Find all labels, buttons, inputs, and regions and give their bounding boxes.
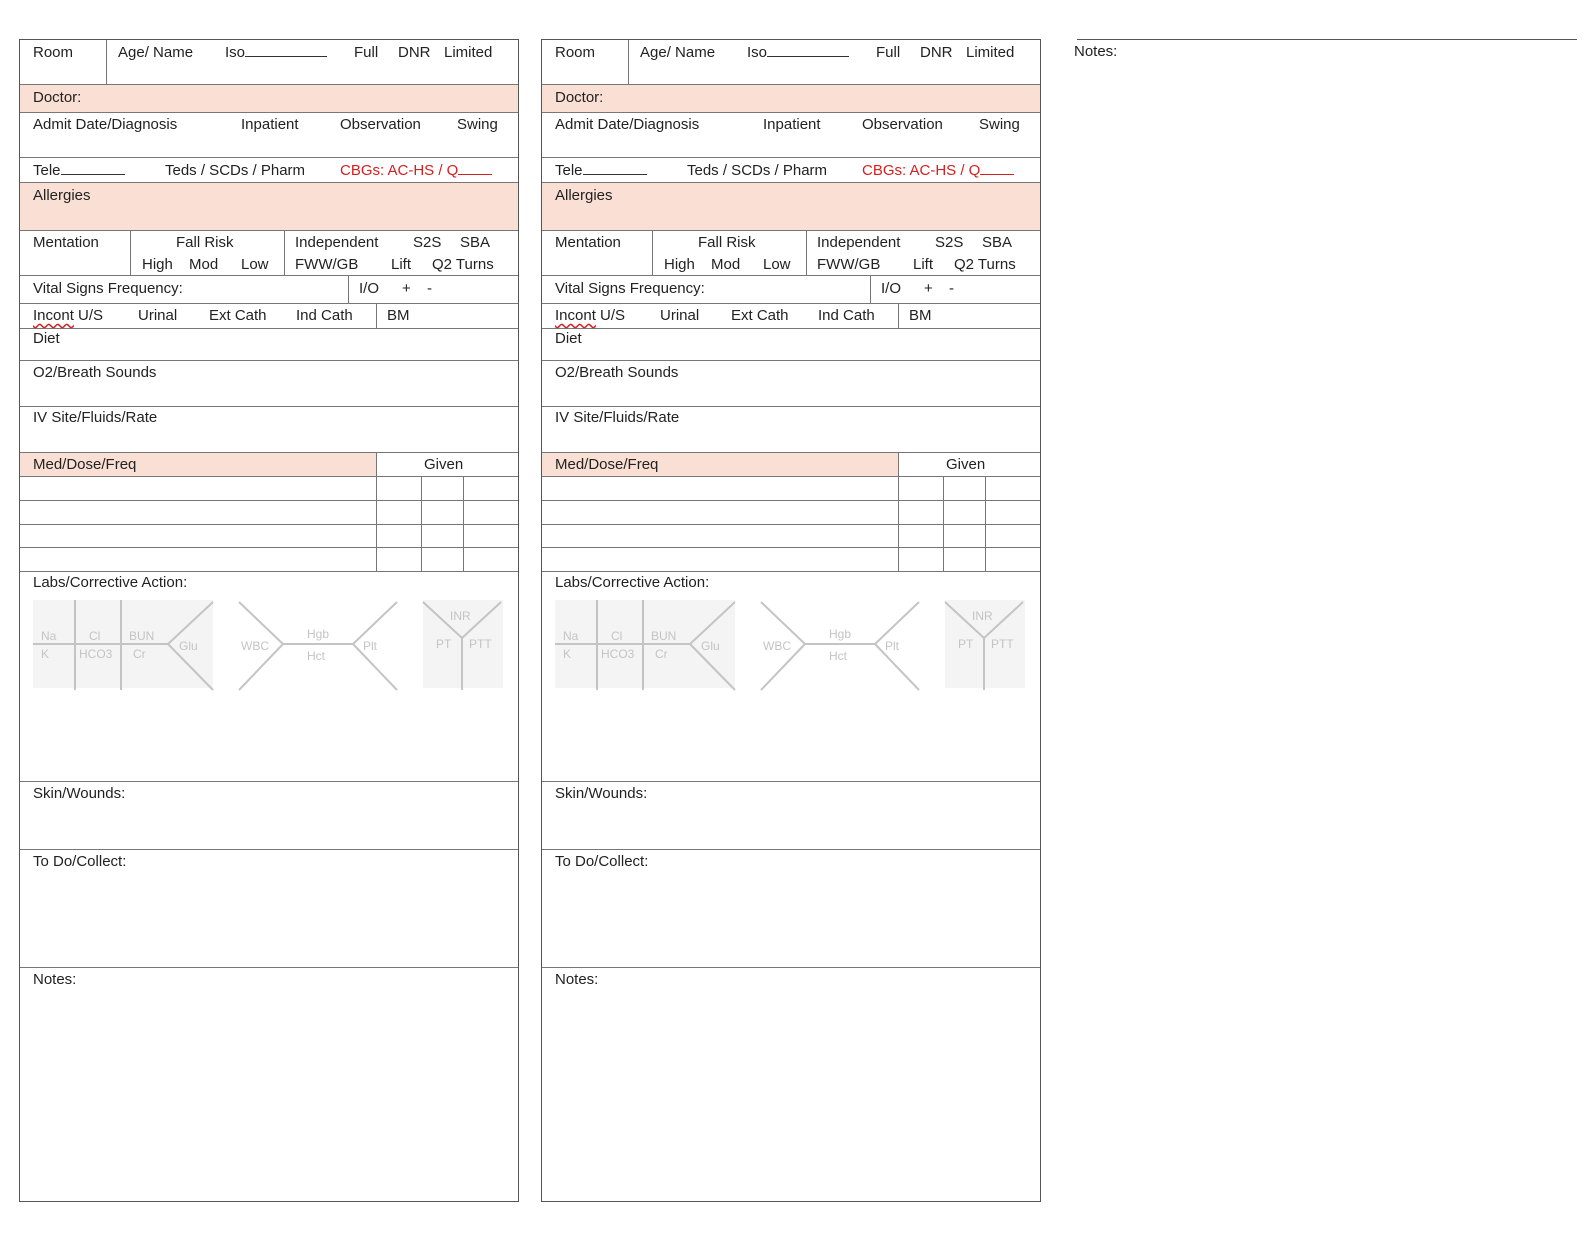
code-dnr-option[interactable]: DNR: [398, 44, 431, 61]
admit-row: [20, 113, 518, 158]
code-full-option[interactable]: Full: [876, 44, 901, 61]
mentation-row: [542, 231, 1040, 276]
lab-ptt: PTT: [469, 637, 492, 651]
observation-option[interactable]: Observation: [340, 116, 421, 133]
room-label: Room: [555, 44, 596, 61]
fall-low-option[interactable]: Low: [763, 256, 791, 273]
allergies-row[interactable]: [542, 183, 1040, 231]
admit-label: Admit Date/Diagnosis: [33, 116, 178, 133]
lab-glu: Glu: [701, 639, 720, 653]
mentation-row: [20, 231, 518, 276]
iv-label: IV Site/Fluids/Rate: [555, 409, 680, 426]
side-notes-area[interactable]: [1074, 39, 1577, 60]
diet-label: Diet: [33, 330, 60, 347]
iso-field[interactable]: Iso: [225, 44, 327, 62]
fall-high-option[interactable]: High: [142, 256, 173, 273]
ind-cath-option[interactable]: Ind Cath: [296, 307, 353, 324]
notes-row[interactable]: [542, 968, 1040, 1201]
lab-k: K: [563, 647, 572, 661]
cbgs-field[interactable]: CBGs: AC-HS / Q: [340, 162, 492, 180]
todo-row[interactable]: [542, 850, 1040, 968]
swing-option[interactable]: Swing: [457, 116, 498, 133]
lab-k: K: [41, 647, 50, 661]
fall-mod-option[interactable]: Mod: [189, 256, 219, 273]
doctor-label: Doctor:: [33, 89, 82, 106]
fall-risk-label: Fall Risk: [176, 234, 234, 251]
doctor-row[interactable]: [542, 85, 1040, 113]
inpatient-option[interactable]: Inpatient: [763, 116, 821, 133]
lab-ptt: PTT: [991, 637, 1014, 651]
labs-label: Labs/Corrective Action:: [33, 574, 188, 591]
iv-row[interactable]: [542, 407, 1040, 453]
lab-wbc: WBC: [763, 639, 791, 653]
allergies-label: Allergies: [33, 187, 91, 204]
given-label: Given: [424, 456, 464, 473]
notes-label: Notes:: [555, 971, 599, 988]
lab-hco3: HCO3: [601, 647, 635, 661]
labs-label: Labs/Corrective Action:: [555, 574, 710, 591]
iv-row[interactable]: [20, 407, 518, 453]
allergies-label: Allergies: [555, 187, 613, 204]
swing-option[interactable]: Swing: [979, 116, 1020, 133]
urinal-option[interactable]: Urinal: [660, 307, 700, 324]
doctor-label: Doctor:: [555, 89, 604, 106]
lab-hct: Hct: [307, 649, 325, 663]
ind-cath-option[interactable]: Ind Cath: [818, 307, 875, 324]
med-label: Med/Dose/Freq: [33, 456, 137, 473]
lab-bun: BUN: [129, 629, 155, 643]
labs-row[interactable]: [542, 572, 1040, 782]
allergies-row[interactable]: [20, 183, 518, 231]
todo-row[interactable]: [20, 850, 518, 968]
lab-wbc: WBC: [241, 639, 269, 653]
todo-label: To Do/Collect:: [33, 853, 127, 870]
skin-row[interactable]: [20, 782, 518, 850]
med-row[interactable]: [20, 548, 518, 572]
code-limited-option[interactable]: Limited: [444, 44, 493, 61]
vitals-row: [20, 276, 518, 304]
lab-glu: Glu: [179, 639, 198, 653]
observation-option[interactable]: Observation: [862, 116, 943, 133]
admit-label: Admit Date/Diagnosis: [555, 116, 700, 133]
incont-option[interactable]: Incont U/S: [33, 307, 104, 324]
med-row[interactable]: [542, 548, 1040, 572]
age-name-label: Age/ Name: [118, 44, 194, 61]
inpatient-option[interactable]: Inpatient: [241, 116, 299, 133]
tele-row: [20, 158, 518, 183]
incont-option[interactable]: Incont U/S: [555, 307, 626, 324]
header-row: [20, 40, 518, 85]
report-sheet: [19, 39, 519, 1202]
fall-high-option[interactable]: High: [664, 256, 695, 273]
diet-row[interactable]: [542, 329, 1040, 361]
med-header-row: [20, 453, 518, 477]
teds-label: Teds / SCDs / Pharm: [687, 162, 828, 179]
diet-label: Diet: [555, 330, 582, 347]
med-row[interactable]: [20, 525, 518, 548]
incont-row: [542, 304, 1040, 329]
skin-row[interactable]: [542, 782, 1040, 850]
io-plus-option[interactable]: +: [924, 280, 933, 297]
ext-cath-option[interactable]: Ext Cath: [731, 307, 789, 324]
o2-row[interactable]: [20, 361, 518, 407]
med-row[interactable]: [20, 501, 518, 525]
lab-na: Na: [41, 629, 57, 643]
admit-row: [542, 113, 1040, 158]
lab-plt: Plt: [363, 639, 378, 653]
tele-field[interactable]: Tele: [33, 162, 125, 180]
lab-cl: Cl: [89, 629, 101, 643]
lab-hco3: HCO3: [79, 647, 113, 661]
io-label: I/O: [881, 280, 902, 297]
lab-na: Na: [563, 629, 579, 643]
mentation-label: Mentation: [33, 234, 99, 251]
skin-label: Skin/Wounds:: [33, 785, 126, 802]
lab-cl: Cl: [611, 629, 623, 643]
lab-fishbone-diagrams: [555, 598, 1025, 693]
q2turns-option[interactable]: Q2 Turns: [954, 256, 1016, 273]
lab-pt: PT: [958, 637, 974, 651]
header-row: [542, 40, 1040, 85]
vitals-label: Vital Signs Frequency:: [33, 280, 183, 297]
notes-row[interactable]: [20, 968, 518, 1201]
mentation-label: Mentation: [555, 234, 621, 251]
ext-cath-option[interactable]: Ext Cath: [209, 307, 267, 324]
med-row[interactable]: [542, 501, 1040, 525]
urinal-option[interactable]: Urinal: [138, 307, 178, 324]
notes-label: Notes:: [33, 971, 77, 988]
report-sheet: [541, 39, 1041, 1202]
iso-field[interactable]: Iso: [747, 44, 849, 62]
teds-label: Teds / SCDs / Pharm: [165, 162, 306, 179]
med-header-row: [542, 453, 1040, 477]
bm-label: BM: [387, 307, 410, 324]
lab-cr: Cr: [133, 647, 146, 661]
lab-cr: Cr: [655, 647, 668, 661]
tele-row: [542, 158, 1040, 183]
independent-option[interactable]: Independent: [817, 234, 901, 251]
incont-row: [20, 304, 518, 329]
lab-hgb: Hgb: [829, 627, 852, 641]
independent-option[interactable]: Independent: [295, 234, 379, 251]
lab-bun: BUN: [651, 629, 677, 643]
med-label: Med/Dose/Freq: [555, 456, 659, 473]
q2turns-option[interactable]: Q2 Turns: [432, 256, 494, 273]
lift-option[interactable]: Lift: [913, 256, 934, 273]
sba-option[interactable]: SBA: [460, 234, 491, 251]
io-plus-option[interactable]: +: [402, 280, 411, 297]
skin-label: Skin/Wounds:: [555, 785, 648, 802]
med-row[interactable]: [20, 477, 518, 501]
io-minus-option[interactable]: -: [427, 280, 432, 297]
lab-plt: Plt: [885, 639, 900, 653]
lab-pt: PT: [436, 637, 452, 651]
vitals-row: [542, 276, 1040, 304]
tele-field[interactable]: Tele: [555, 162, 647, 180]
o2-label: O2/Breath Sounds: [555, 364, 679, 381]
doctor-row[interactable]: [20, 85, 518, 113]
lab-hct: Hct: [829, 649, 847, 663]
fall-low-option[interactable]: Low: [241, 256, 269, 273]
code-full-option[interactable]: Full: [354, 44, 379, 61]
lab-inr: INR: [450, 609, 471, 623]
lab-hgb: Hgb: [307, 627, 330, 641]
lift-option[interactable]: Lift: [391, 256, 412, 273]
iv-label: IV Site/Fluids/Rate: [33, 409, 158, 426]
code-limited-option[interactable]: Limited: [966, 44, 1015, 61]
med-row[interactable]: [542, 477, 1040, 501]
med-row[interactable]: [542, 525, 1040, 548]
given-label: Given: [946, 456, 986, 473]
o2-label: O2/Breath Sounds: [33, 364, 157, 381]
code-dnr-option[interactable]: DNR: [920, 44, 953, 61]
labs-row[interactable]: [20, 572, 518, 782]
fww-option[interactable]: FWW/GB: [817, 256, 881, 273]
side-notes-label: Notes:: [1074, 43, 1118, 60]
s2s-option[interactable]: S2S: [413, 234, 442, 251]
bm-label: BM: [909, 307, 932, 324]
todo-label: To Do/Collect:: [555, 853, 649, 870]
io-minus-option[interactable]: -: [949, 280, 954, 297]
cbgs-field[interactable]: CBGs: AC-HS / Q: [862, 162, 1014, 180]
io-label: I/O: [359, 280, 380, 297]
room-label: Room: [33, 44, 74, 61]
s2s-option[interactable]: S2S: [935, 234, 964, 251]
sba-option[interactable]: SBA: [982, 234, 1013, 251]
lab-fishbone-diagrams: [33, 598, 503, 693]
diet-row[interactable]: [20, 329, 518, 361]
age-name-label: Age/ Name: [640, 44, 716, 61]
fall-risk-label: Fall Risk: [698, 234, 756, 251]
fww-option[interactable]: FWW/GB: [295, 256, 359, 273]
fall-mod-option[interactable]: Mod: [711, 256, 741, 273]
lab-inr: INR: [972, 609, 993, 623]
vitals-label: Vital Signs Frequency:: [555, 280, 705, 297]
o2-row[interactable]: [542, 361, 1040, 407]
